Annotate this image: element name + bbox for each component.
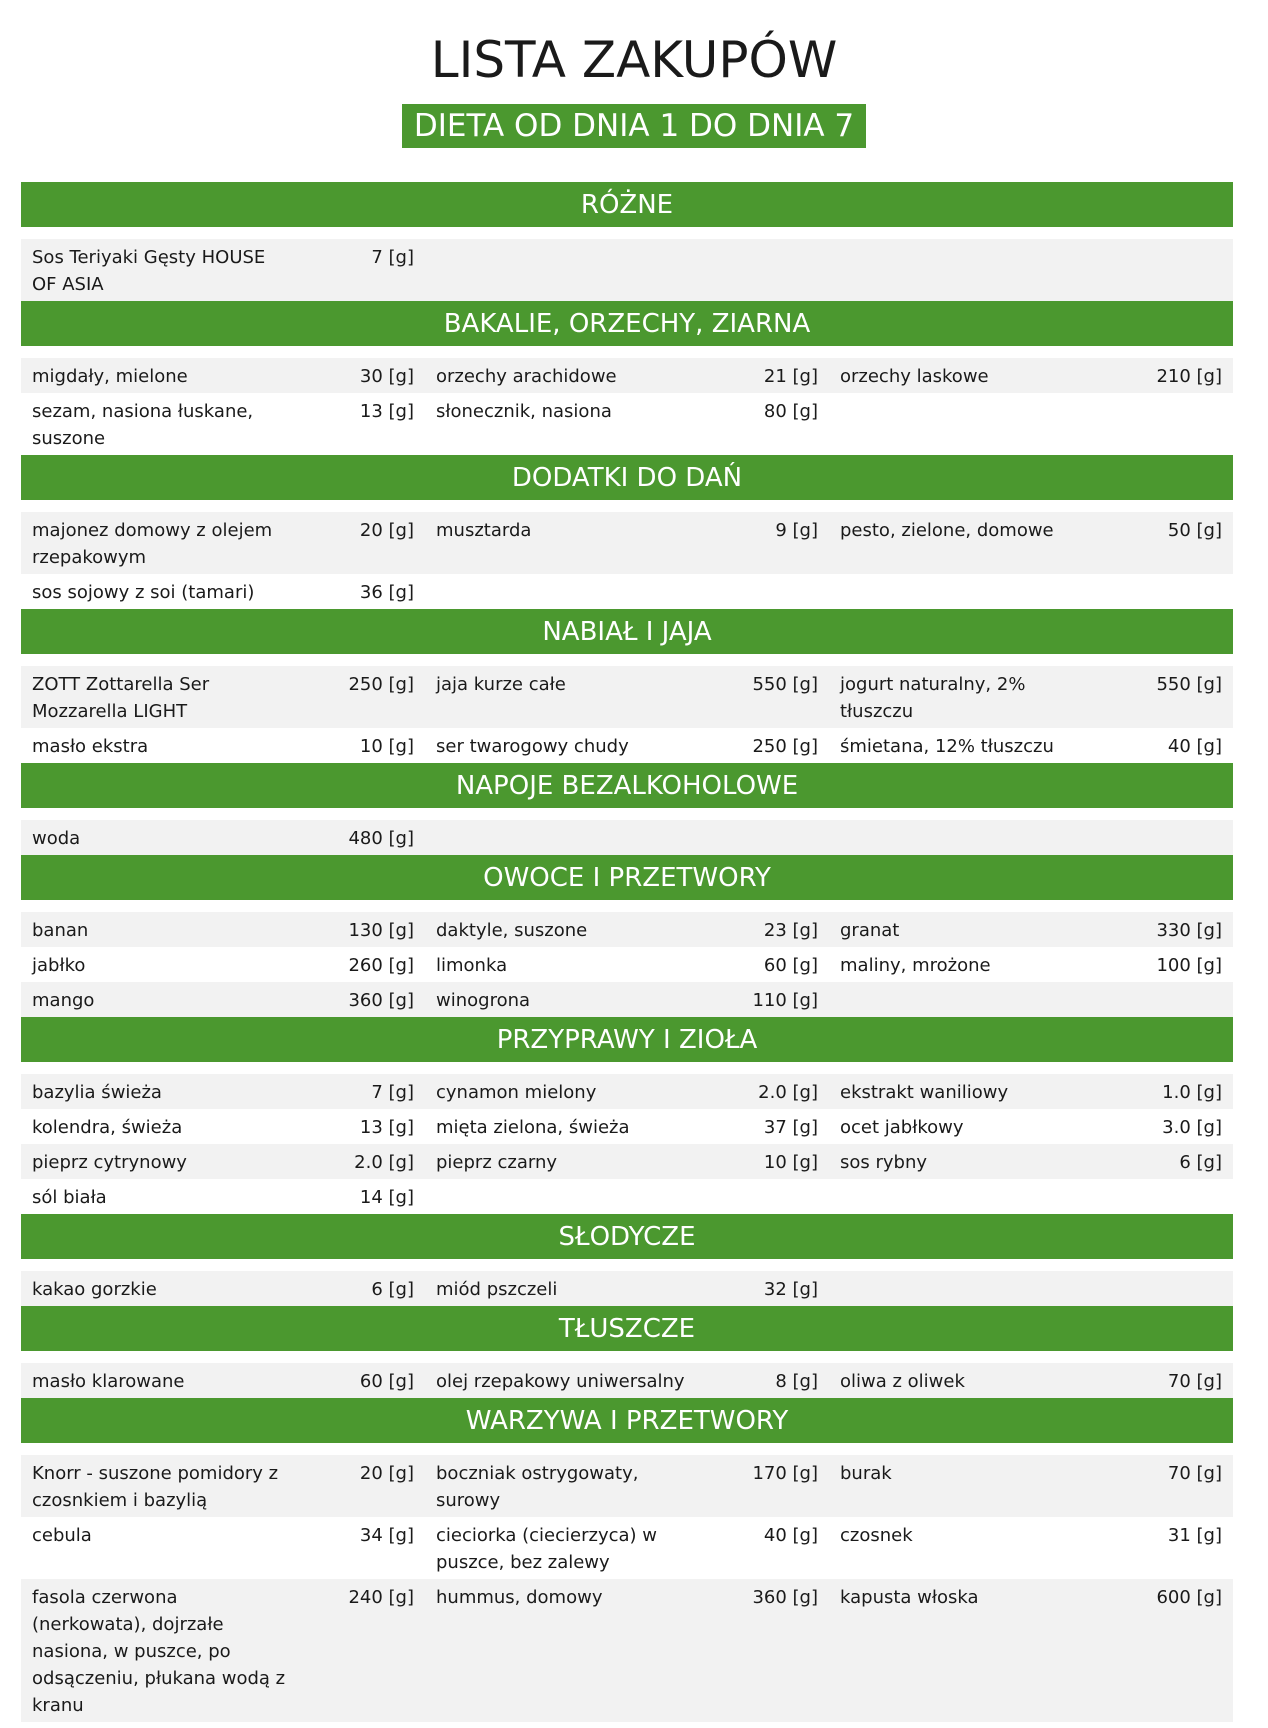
list-item — [425, 1079, 829, 1106]
list-row — [21, 393, 1233, 455]
item-name: miód pszczeli — [436, 1279, 558, 1300]
list-item — [425, 733, 829, 760]
list-item — [21, 917, 425, 944]
list-item — [425, 1460, 829, 1514]
item-quantity: 20 [g] — [359, 520, 414, 541]
list-item — [829, 517, 1233, 571]
list-item — [21, 1368, 425, 1395]
item-name: sos sojowy z soi (tamari) — [32, 582, 255, 603]
list-row — [21, 358, 1233, 393]
list-item — [21, 244, 425, 298]
item-quantity: 360 [g] — [752, 1587, 818, 1608]
list-item — [21, 517, 425, 571]
item-name: śmietana, 12% tłuszczu — [840, 736, 1054, 757]
item-name: cieciorka (ciecierzyca) w puszce, bez zalewy — [436, 1525, 658, 1573]
item-quantity: 70 [g] — [1167, 1463, 1222, 1484]
section-header: DODATKI DO DAŃ — [21, 455, 1233, 500]
item-name: kapusta włoska — [840, 1587, 979, 1608]
section-header: WARZYWA I PRZETWORY — [21, 1398, 1233, 1443]
item-name: migdały, mielone — [32, 366, 188, 387]
item-name: granat — [840, 920, 900, 941]
item-quantity: 50 [g] — [1167, 520, 1222, 541]
section-header: SŁODYCZE — [21, 1214, 1233, 1259]
item-quantity: 30 [g] — [359, 366, 414, 387]
item-name: limonka — [436, 955, 508, 976]
item-quantity: 130 [g] — [348, 920, 414, 941]
list-row — [21, 728, 1233, 763]
list-item — [21, 825, 425, 852]
list-item — [425, 1584, 829, 1719]
item-quantity: 550 [g] — [752, 674, 818, 695]
list-item — [425, 363, 829, 390]
list-item — [829, 733, 1233, 760]
list-item — [829, 1584, 1233, 1719]
item-name: olej rzepakowy uniwersalny — [436, 1371, 685, 1392]
item-name: ekstrakt waniliowy — [840, 1082, 1009, 1103]
section-header: TŁUSZCZE — [21, 1306, 1233, 1351]
item-quantity: 40 [g] — [763, 1525, 818, 1546]
item-name: cynamon mielony — [436, 1082, 597, 1103]
item-quantity: 8 [g] — [775, 1371, 818, 1392]
list-item — [425, 1114, 829, 1141]
item-quantity: 3.0 [g] — [1162, 1117, 1222, 1138]
section-header: NAPOJE BEZALKOHOLOWE — [21, 763, 1233, 808]
section-body — [21, 1351, 1233, 1398]
list-row — [21, 574, 1233, 609]
section-body — [21, 808, 1233, 855]
list-item — [21, 671, 425, 725]
item-name: oliwa z oliwek — [840, 1371, 965, 1392]
item-name: Sos Teriyaki Gęsty HOUSE OF ASIA — [32, 247, 266, 295]
list-item — [21, 1114, 425, 1141]
item-name: kolendra, świeża — [32, 1117, 183, 1138]
item-quantity: 7 [g] — [371, 247, 414, 268]
item-quantity: 60 [g] — [763, 955, 818, 976]
item-quantity: 330 [g] — [1156, 920, 1222, 941]
list-row — [21, 1109, 1233, 1144]
list-item — [829, 363, 1233, 390]
list-item — [425, 671, 829, 725]
section-body — [21, 346, 1233, 455]
item-name: słonecznik, nasiona — [436, 401, 612, 422]
section — [21, 455, 1233, 609]
item-quantity: 20 [g] — [359, 1463, 414, 1484]
item-name: boczniak ostrygowaty, surowy — [436, 1463, 639, 1511]
item-name: masło ekstra — [32, 736, 149, 757]
list-item — [21, 579, 425, 606]
section — [21, 763, 1233, 855]
list-row — [21, 512, 1233, 574]
list-item — [829, 952, 1233, 979]
list-item — [829, 1114, 1233, 1141]
item-name: kakao gorzkie — [32, 1279, 157, 1300]
list-item — [829, 1368, 1233, 1395]
subtitle-wrapper — [0, 104, 1268, 148]
item-name: fasola czerwona (nerkowata), dojrzałe nasiona, w puszce, po odsączeniu, płukana wodą z kranu — [32, 1587, 286, 1716]
section-header: PRZYPRAWY I ZIOŁA — [21, 1017, 1233, 1062]
list-row — [21, 947, 1233, 982]
item-quantity: 32 [g] — [763, 1279, 818, 1300]
list-item — [425, 1276, 829, 1303]
list-item — [829, 1460, 1233, 1514]
item-quantity: 7 [g] — [371, 1082, 414, 1103]
section — [21, 1306, 1233, 1398]
diet-range-subtitle: DIETA OD DNIA 1 DO DNIA 7 — [402, 104, 866, 148]
list-item — [21, 952, 425, 979]
list-item — [425, 917, 829, 944]
item-quantity: 13 [g] — [359, 1117, 414, 1138]
item-name: Knorr - suszone pomidory z czosnkiem i bazylią — [32, 1463, 279, 1511]
list-row — [21, 912, 1233, 947]
list-item — [21, 1460, 425, 1514]
page-title: LISTA ZAKUPÓW — [430, 31, 838, 89]
item-name: jabłko — [32, 955, 86, 976]
item-name: ser twarogowy chudy — [436, 736, 629, 757]
section-body — [21, 500, 1233, 609]
item-quantity: 23 [g] — [763, 920, 818, 941]
item-quantity: 240 [g] — [348, 1587, 414, 1608]
item-name: daktyle, suszone — [436, 920, 588, 941]
item-name: pesto, zielone, domowe — [840, 520, 1054, 541]
item-name: jogurt naturalny, 2% tłuszczu — [840, 674, 1026, 722]
item-quantity: 6 [g] — [371, 1279, 414, 1300]
section-body — [21, 1062, 1233, 1214]
item-name: sezam, nasiona łuskane, suszone — [32, 401, 254, 449]
item-quantity: 34 [g] — [359, 1525, 414, 1546]
item-name: masło klarowane — [32, 1371, 185, 1392]
item-quantity: 70 [g] — [1167, 1371, 1222, 1392]
list-row — [21, 666, 1233, 728]
list-row — [21, 1579, 1233, 1722]
list-row — [21, 1363, 1233, 1398]
section — [21, 301, 1233, 455]
item-quantity: 550 [g] — [1156, 674, 1222, 695]
list-item — [829, 1149, 1233, 1176]
list-row — [21, 1271, 1233, 1306]
item-quantity: 600 [g] — [1156, 1587, 1222, 1608]
list-row — [21, 1455, 1233, 1517]
item-name: mango — [32, 990, 95, 1011]
shopping-list-sections — [21, 182, 1233, 1722]
item-quantity: 60 [g] — [359, 1371, 414, 1392]
item-name: pieprz cytrynowy — [32, 1152, 187, 1173]
list-item — [21, 1522, 425, 1576]
item-quantity: 480 [g] — [348, 828, 414, 849]
section-body — [21, 900, 1233, 1017]
list-item — [425, 1149, 829, 1176]
item-name: orzechy laskowe — [840, 366, 989, 387]
item-name: sól biała — [32, 1187, 107, 1208]
list-item — [425, 952, 829, 979]
item-name: burak — [840, 1463, 892, 1484]
section — [21, 855, 1233, 1017]
section — [21, 1214, 1233, 1306]
section-body — [21, 1443, 1233, 1722]
item-quantity: 100 [g] — [1156, 955, 1222, 976]
item-quantity: 13 [g] — [359, 401, 414, 422]
list-row — [21, 982, 1233, 1017]
list-item — [21, 1079, 425, 1106]
item-quantity: 260 [g] — [348, 955, 414, 976]
list-item — [21, 363, 425, 390]
item-quantity: 37 [g] — [763, 1117, 818, 1138]
section-header: BAKALIE, ORZECHY, ZIARNA — [21, 301, 1233, 346]
item-name: winogrona — [436, 990, 531, 1011]
section-body — [21, 227, 1233, 301]
item-quantity: 250 [g] — [752, 736, 818, 757]
item-quantity: 170 [g] — [752, 1463, 818, 1484]
list-item — [425, 517, 829, 571]
list-item — [21, 1584, 425, 1719]
list-item — [829, 671, 1233, 725]
list-item — [21, 1149, 425, 1176]
list-item — [425, 1368, 829, 1395]
list-item — [21, 987, 425, 1014]
item-quantity: 10 [g] — [763, 1152, 818, 1173]
list-item — [425, 987, 829, 1014]
item-name: mięta zielona, świeża — [436, 1117, 630, 1138]
item-quantity: 21 [g] — [763, 366, 818, 387]
list-row — [21, 1179, 1233, 1214]
item-name: orzechy arachidowe — [436, 366, 617, 387]
list-item — [829, 1522, 1233, 1576]
list-item — [829, 917, 1233, 944]
list-row — [21, 1144, 1233, 1179]
item-quantity: 31 [g] — [1167, 1525, 1222, 1546]
item-quantity: 40 [g] — [1167, 736, 1222, 757]
item-name: ZOTT Zottarella Ser Mozzarella LIGHT — [32, 674, 210, 722]
item-name: hummus, domowy — [436, 1587, 603, 1608]
list-item — [425, 398, 829, 452]
list-item — [425, 1522, 829, 1576]
list-row — [21, 1517, 1233, 1579]
item-quantity: 1.0 [g] — [1162, 1082, 1222, 1103]
item-name: musztarda — [436, 520, 532, 541]
item-quantity: 250 [g] — [348, 674, 414, 695]
item-quantity: 2.0 [g] — [758, 1082, 818, 1103]
item-name: maliny, mrożone — [840, 955, 991, 976]
item-name: majonez domowy z olejem rzepakowym — [32, 520, 273, 568]
list-item — [21, 398, 425, 452]
item-quantity: 10 [g] — [359, 736, 414, 757]
list-row — [21, 1074, 1233, 1109]
section-body — [21, 1259, 1233, 1306]
section-header: OWOCE I PRZETWORY — [21, 855, 1233, 900]
item-name: woda — [32, 828, 81, 849]
item-quantity: 6 [g] — [1179, 1152, 1222, 1173]
item-quantity: 36 [g] — [359, 582, 414, 603]
list-item — [21, 1276, 425, 1303]
item-name: banan — [32, 920, 89, 941]
item-quantity: 110 [g] — [752, 990, 818, 1011]
list-row — [21, 820, 1233, 855]
list-item — [829, 1079, 1233, 1106]
section — [21, 609, 1233, 763]
item-name: jaja kurze całe — [436, 674, 566, 695]
item-quantity: 360 [g] — [348, 990, 414, 1011]
item-quantity: 80 [g] — [763, 401, 818, 422]
section-header: NABIAŁ I JAJA — [21, 609, 1233, 654]
list-item — [21, 733, 425, 760]
section — [21, 1017, 1233, 1214]
item-quantity: 2.0 [g] — [354, 1152, 414, 1173]
list-item — [21, 1184, 425, 1211]
item-name: pieprz czarny — [436, 1152, 558, 1173]
section — [21, 182, 1233, 301]
list-row — [21, 239, 1233, 301]
section-body — [21, 654, 1233, 763]
item-quantity: 14 [g] — [359, 1187, 414, 1208]
item-quantity: 210 [g] — [1156, 366, 1222, 387]
item-name: ocet jabłkowy — [840, 1117, 964, 1138]
section-header: RÓŻNE — [21, 182, 1233, 227]
item-name: czosnek — [840, 1525, 913, 1546]
item-quantity: 9 [g] — [775, 520, 818, 541]
item-name: cebula — [32, 1525, 92, 1546]
item-name: bazylia świeża — [32, 1082, 162, 1103]
item-name: sos rybny — [840, 1152, 928, 1173]
section — [21, 1398, 1233, 1722]
